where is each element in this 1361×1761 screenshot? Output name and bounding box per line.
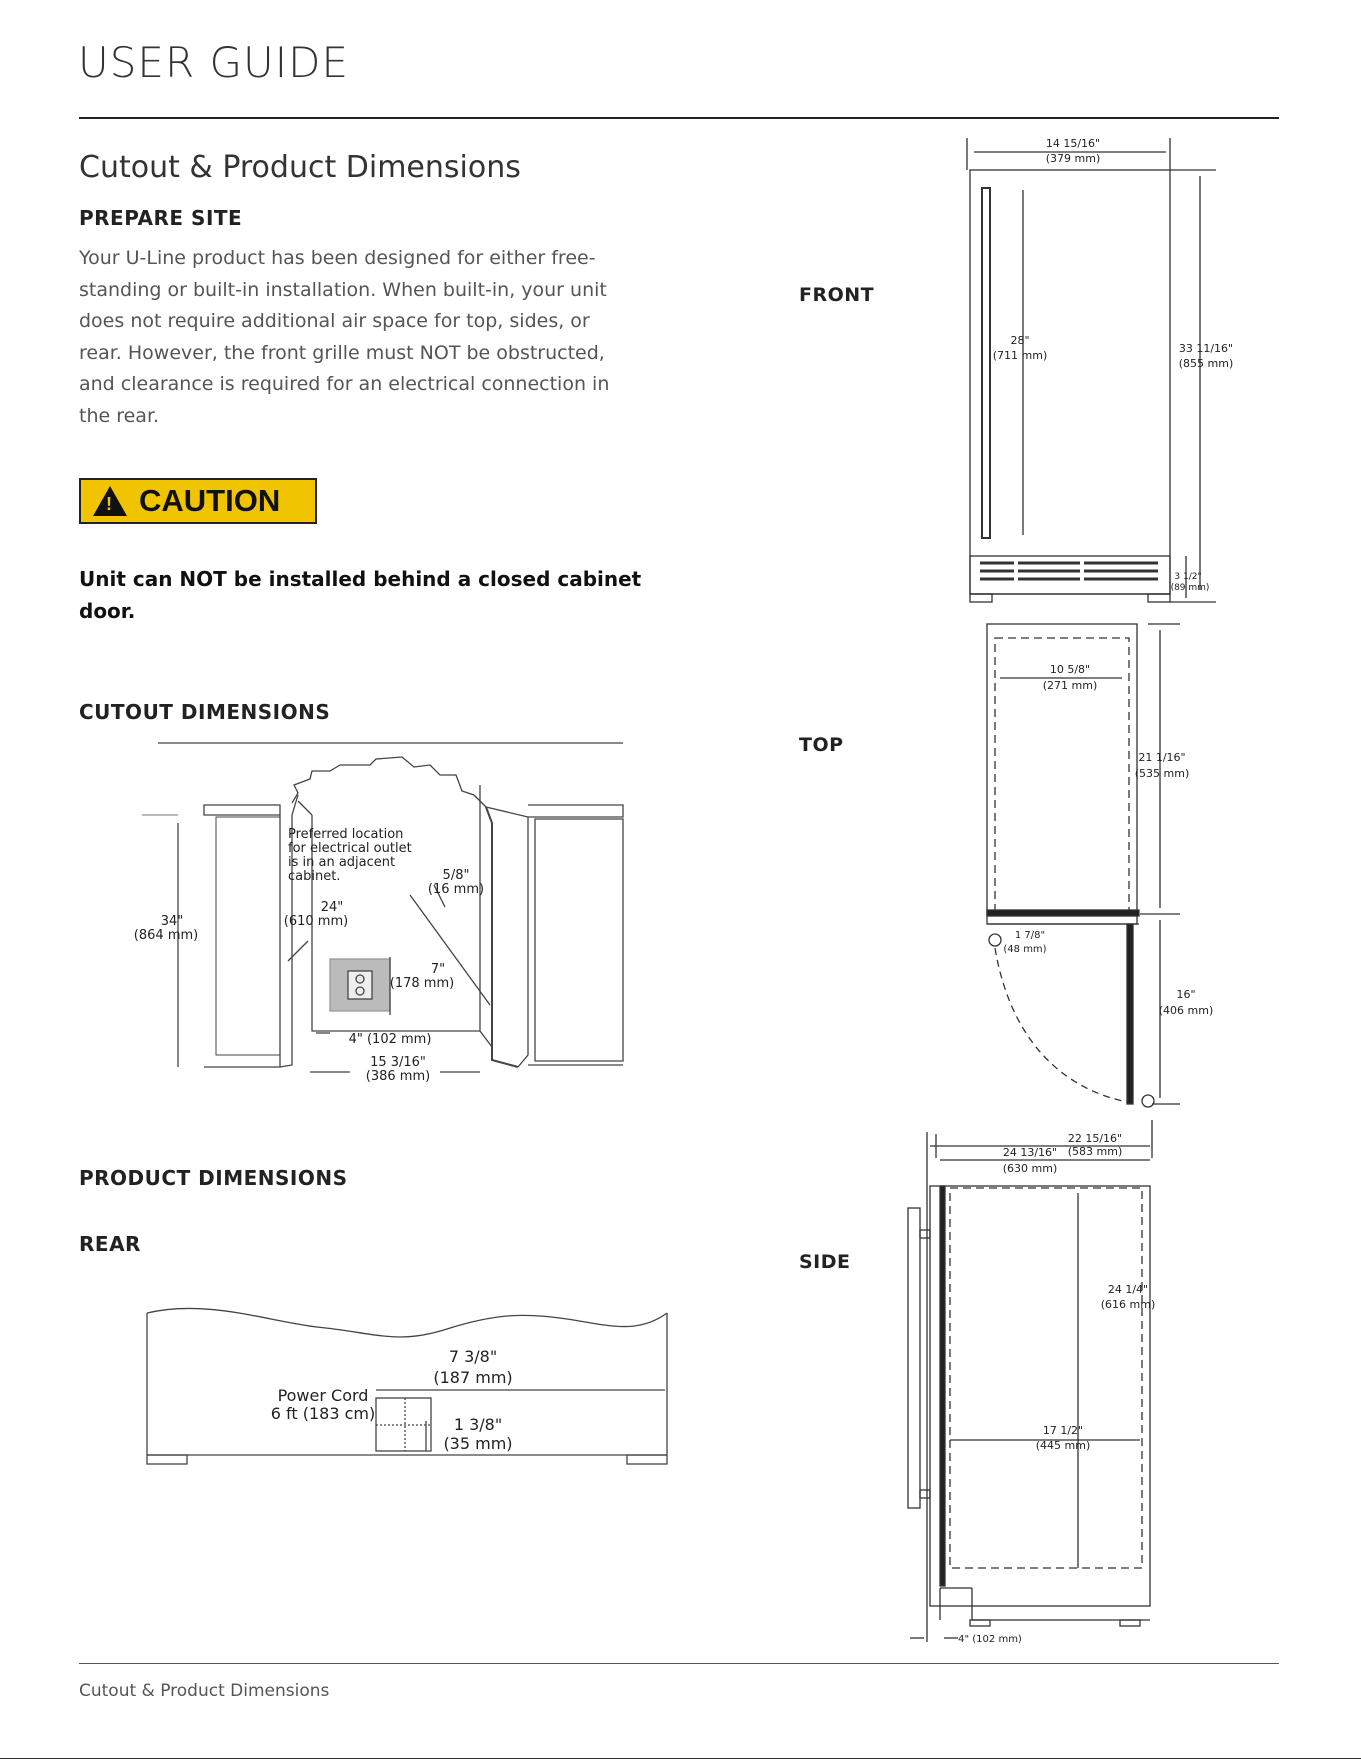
cutout-diagram <box>133 735 640 1095</box>
door-swing-in: 16" <box>1176 988 1196 1001</box>
outlet-offset: 4" (102 mm) <box>348 1032 432 1047</box>
rear-diagram <box>147 1305 669 1470</box>
outlet-note-line-1: Preferred location <box>288 827 404 842</box>
front-diagram <box>960 130 1240 610</box>
overall-depth-in: 24 13/16" <box>1002 1146 1058 1159</box>
cutout-depth-in: 24" <box>320 900 344 915</box>
side-diagram <box>900 1118 1260 1648</box>
product-dimensions-heading: PRODUCT DIMENSIONS <box>79 1166 348 1190</box>
cutout-height-mm: (864 mm) <box>133 928 199 943</box>
cord-height-mm: (35 mm) <box>443 1434 513 1453</box>
cutout-depth-mm: (610 mm) <box>283 914 349 929</box>
cutout-height-in: 34" <box>160 914 184 929</box>
top-view-label: TOP <box>799 734 844 756</box>
grille-height-mm: (89 mm) <box>1170 583 1210 593</box>
cutout-gap-in: 5/8" <box>442 868 470 883</box>
cabinet-depth-mm: (583 mm) <box>1067 1145 1123 1158</box>
outlet-height-in: 7" <box>430 962 446 977</box>
document-title: USER GUIDE <box>78 38 350 87</box>
interior-height-mm: (616 mm) <box>1100 1298 1156 1311</box>
caution-label: CAUTION <box>139 483 281 518</box>
hinge-offset-in: 1 7/8" <box>1014 930 1046 941</box>
interior-height-in: 24 1/4" <box>1107 1283 1149 1296</box>
section-title: Cutout & Product Dimensions <box>79 150 521 185</box>
power-cord-length: 6 ft (183 cm) <box>270 1404 376 1423</box>
cutout-dimensions-heading: CUTOUT DIMENSIONS <box>79 700 331 724</box>
front-width-mm: (379 mm) <box>1045 152 1101 165</box>
door-height-in: 28" <box>1010 334 1030 347</box>
outlet-note-line-4: cabinet. <box>288 869 341 884</box>
prepare-site-heading: PREPARE SITE <box>79 206 243 230</box>
top-inner-width-in: 10 5/8" <box>1049 663 1091 676</box>
cutout-gap-mm: (16 mm) <box>427 882 485 897</box>
footer-text: Cutout & Product Dimensions <box>79 1681 330 1701</box>
warning-triangle-icon: ! <box>93 486 127 516</box>
toe-kick-dimension: 4" (102 mm) <box>958 1634 1022 1645</box>
footer-rule <box>79 1663 1279 1664</box>
cord-height-in: 1 3/8" <box>453 1415 503 1434</box>
cabinet-depth-in: 22 15/16" <box>1067 1132 1123 1145</box>
interior-depth-mm: (445 mm) <box>1035 1439 1091 1452</box>
cord-offset-in: 7 3/8" <box>448 1347 498 1366</box>
cutout-width-in: 15 3/16" <box>370 1055 426 1070</box>
top-inner-width-mm: (271 mm) <box>1042 679 1098 692</box>
door-height-mm: (711 mm) <box>992 349 1048 362</box>
overall-height-in: 33 11/16" <box>1178 342 1234 355</box>
caution-banner <box>79 478 317 524</box>
grille-height-in: 3 1/2" <box>1174 572 1202 582</box>
overall-depth-mm: (630 mm) <box>1002 1162 1058 1175</box>
door-swing-mm: (406 mm) <box>1158 1004 1214 1017</box>
top-diagram <box>970 618 1240 1118</box>
top-depth-in: 21 1/16" <box>1138 751 1186 764</box>
outlet-height-mm: (178 mm) <box>389 976 455 991</box>
rear-heading: REAR <box>79 1232 141 1256</box>
power-cord-label: Power Cord <box>277 1386 369 1405</box>
front-width-in: 14 15/16" <box>1045 137 1101 150</box>
side-view-label: SIDE <box>799 1251 851 1273</box>
hinge-offset-mm: (48 mm) <box>1003 944 1047 955</box>
top-depth-mm: (535 mm) <box>1134 767 1190 780</box>
front-view-label: FRONT <box>799 284 875 306</box>
overall-height-mm: (855 mm) <box>1178 357 1234 370</box>
page-edge-rule <box>0 1758 1361 1759</box>
cutout-width-mm: (386 mm) <box>365 1069 431 1084</box>
outlet-note-line-2: for electrical outlet <box>288 841 412 856</box>
interior-depth-in: 17 1/2" <box>1042 1424 1084 1437</box>
outlet-note-line-3: is in an adjacent <box>288 855 396 870</box>
intro-paragraph: Your U-Line product has been designed for either free-standing or built-in installation. When built-in, your unit does not require additional air space for top, sides, or rear. However, the front grille must NOT be obstructed, and clearance is required for an electrical connection in the rear. <box>79 247 610 427</box>
warning-text: Unit can NOT be installed behind a closed cabinet door. <box>79 567 642 623</box>
header-rule <box>79 117 1279 119</box>
cord-offset-mm: (187 mm) <box>433 1368 513 1387</box>
